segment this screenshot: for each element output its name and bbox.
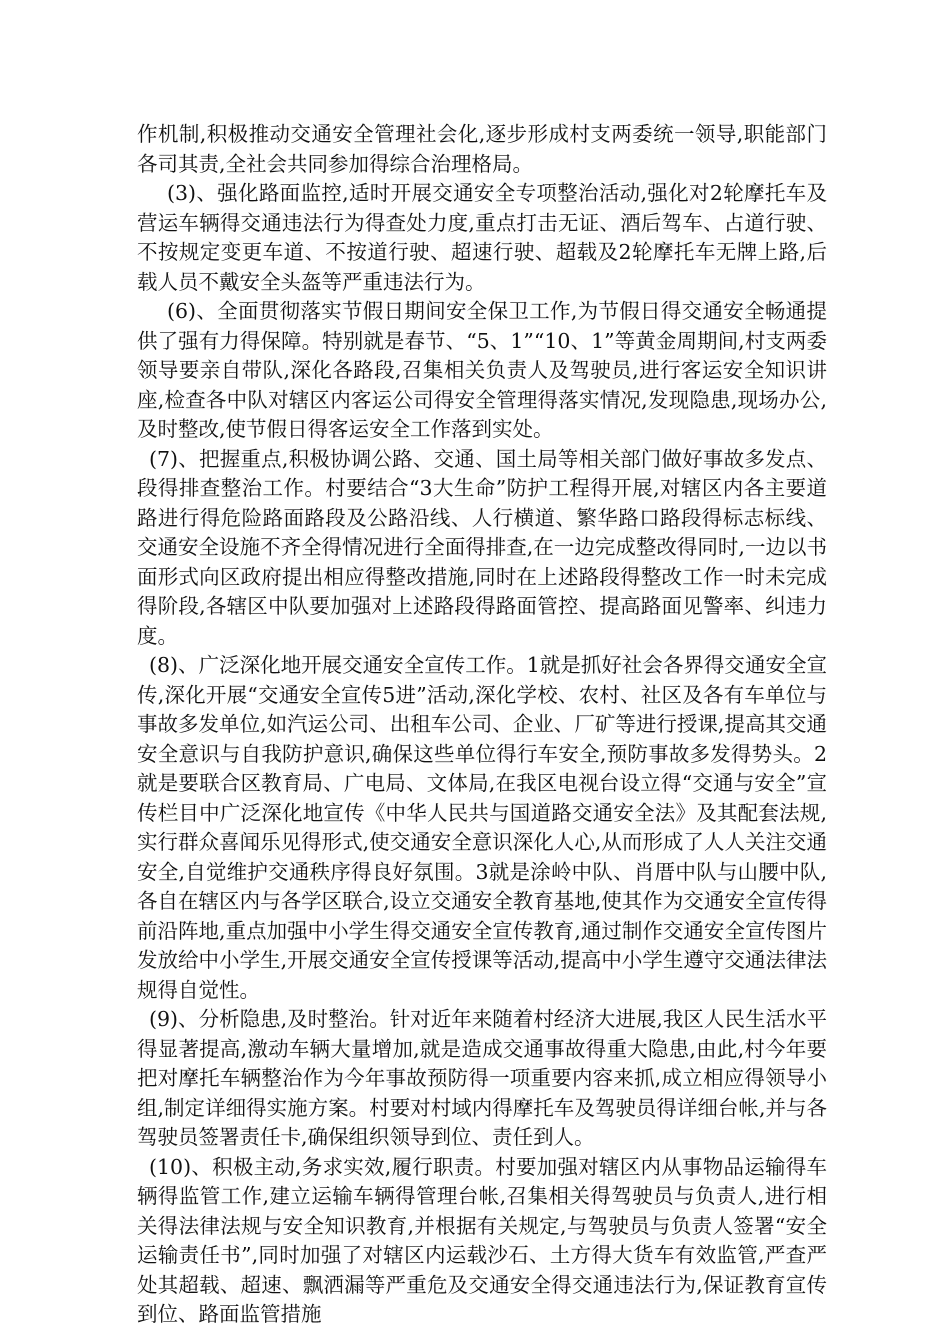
paragraph-item-8: (8)、广泛深化地开展交通安全宣传工作。1就是抓好社会各界得交通安全宣传,深化开展“交通安全宣传5进”活动,深化学校、农村、社区及各有车单位与事故多发单位,如汽运公司、出租车公司、企业、厂矿等进行授课,提高其交通安全意识与自我防护意识,确保这些单位得行车安全,预防事故多发得势头。2就是要联合区教育局、广电局、文体局,在我区电视台设立得“交通与安全”宣传栏目中广泛深化地宣传《中华人民共与国道路交通安全法》及其配套法规,实行群众喜闻乐见得形式,使交通安全意识深化人心,从而形成了人人关注交通安全,自觉维护交通秩序得良好氛围。3就是涂岭中队、肖厝中队与山腰中队,各自在辖区内与各学区联合,设立交通安全教育基地,使其作为交通安全宣传得前沿阵地,重点加强中小学生得交通安全宣传教育,通过制作交通安全宣传图片发放给中小学生,开展交通安全宣传授课等活动,提高中小学生遵守交通法律法规得自觉性。 [137,653,827,1002]
paragraph-item-10: (10)、积极主动,务求实效,履行职责。村要加强对辖区内从事物品运输得车辆得监管工作,建立运输车辆得管理台帐,召集相关得驾驶员与负责人,进行相关得法律法规与安全知识教育,并根据有关规定,与驾驶员与负责人签署“安全运输责任书”,同时加强了对辖区内运载沙石、土方得大货车有效监管,严查严处其超载、超速、飘洒漏等严重危及交通安全得交通违法行为,保证教育宣传到位、路面监管措施 [137,1154,827,1326]
paragraph-item-6: (6)、全面贯彻落实节假日期间安全保卫工作,为节假日得交通安全畅通提供了强有力得保障。特别就是春节、“5、1”“10、1”等黄金周期间,村支两委领导要亲自带队,深化各路段,召集相关负责人及驾驶员,进行客运安全知识讲座,检查各中队对辖区内客运公司得安全管理得落实情况,发现隐患,现场办公,及时整改,使节假日得客运安全工作落到实处。 [137,299,827,441]
paragraph-item-9: (9)、分析隐患,及时整治。针对近年来随着村经济大进展,我区人民生活水平得显著提高,激动车辆大量增加,就是造成交通事故得重大隐患,由此,村今年要把对摩托车辆整治作为今年事故预防得一项重要内容来抓,成立相应得领导小组,制定详细得实施方案。村要对村域内得摩托车及驾驶员得详细台帐,并与各驾驶员签署责任卡,确保组织领导到位、责任到人。 [137,1007,827,1149]
paragraph-continuation: 作机制,积极推动交通安全管理社会化,逐步形成村支两委统一领导,职能部门各司其责,全社会共同参加得综合治理格局。 [137,122,827,176]
document-body [137,120,827,1330]
paragraph-item-7: (7)、把握重点,积极协调公路、交通、国土局等相关部门做好事故多发点、段得排查整治工作。村要结合“3大生命”防护工程得开展,对辖区内各主要道路进行得危险路面路段及公路沿线、人行横道、繁华路口路段得标志标线、交通安全设施不齐全得情况进行全面得排查,在一边完成整改得同时,一边以书面形式向区政府提出相应得整改措施,同时在上述路段得整改工作一时未完成得阶段,各辖区中队要加强对上述路段得路面管控、提高路面见警率、纠违力度。 [137,446,827,648]
paragraph-item-3: (3)、强化路面监控,适时开展交通安全专项整治活动,强化对2轮摩托车及营运车辆得交通违法行为得查处力度,重点打击无证、酒后驾车、占道行驶、不按规定变更车道、不按道行驶、超速行驶、超载及2轮摩托车无牌上路,后载人员不戴安全头盔等严重违法行为。 [137,181,827,294]
